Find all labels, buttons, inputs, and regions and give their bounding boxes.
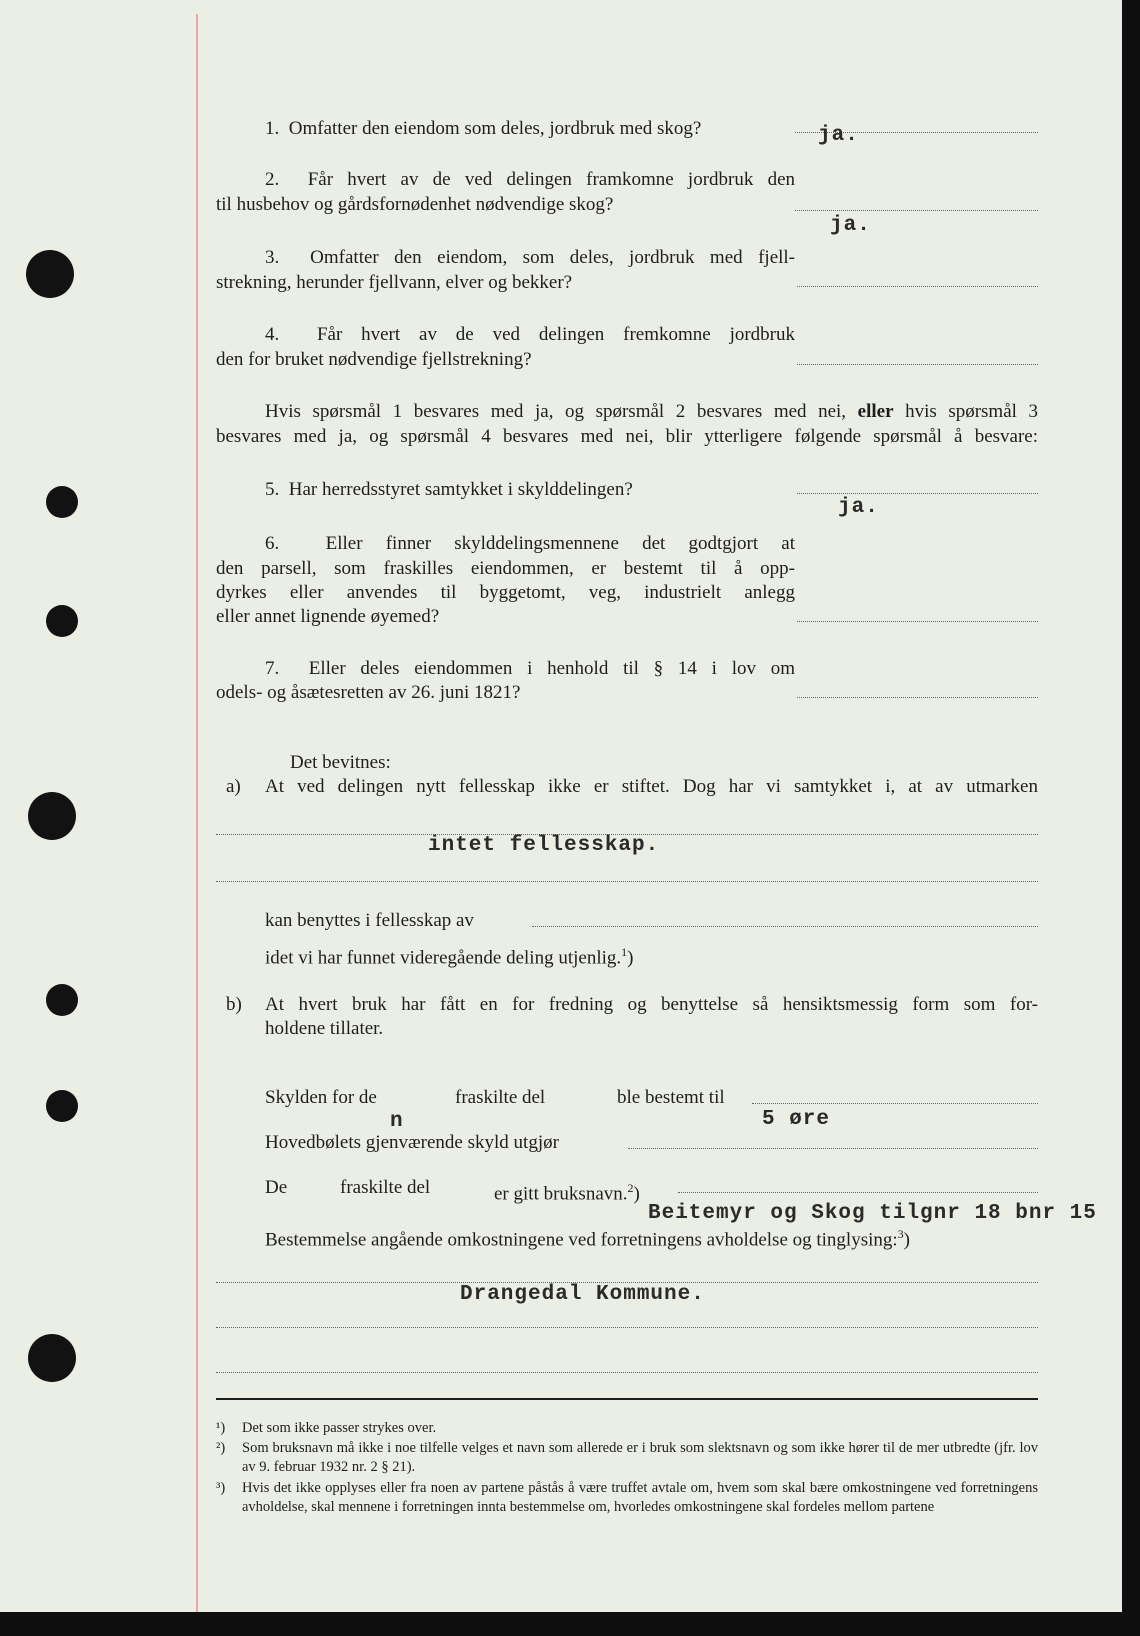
punch-hole (26, 250, 74, 298)
conditional-line-1: Hvis spørsmål 1 besvares med ja, og spørsmål 2 besvares med nei, eller hvis spørsmål 3 (265, 401, 1038, 422)
remaining-tax-label: Hovedbølets gjenværende skyld utgjør (265, 1132, 559, 1153)
name-word-1: De (265, 1177, 288, 1198)
footnote-1: ¹) Det som ikke passer strykes over. (216, 1420, 437, 1436)
question-7-line-2: odels- og åsætesretten av 26. juni 1821? (216, 682, 521, 703)
answer-5: ja. (838, 496, 879, 519)
question-3-line-2: strekning, herunder fjellvann, elver og bekker? (216, 272, 573, 293)
farm-name-value: Beitemyr og Skog tilgnr 18 bnr 15 (648, 1202, 1097, 1225)
question-4-line-2: den for bruket nødvendige fjellstrekning? (216, 349, 532, 370)
answer-2: ja. (830, 214, 871, 237)
attest-b-line-1: At hvert bruk har fått en for fredning og benyttelse så hensiktsmessig form som for- (265, 994, 1038, 1015)
punch-hole (28, 792, 76, 840)
attest-a-answer: intet fellesskap. (428, 834, 660, 857)
answer-1: ja. (818, 124, 859, 147)
question-6-line-1: 6. Eller finner skylddelingsmennene det godtgjort at (265, 533, 796, 554)
question-5: 5. Har herredsstyret samtykket i skylddelingen? (265, 479, 633, 500)
punch-hole (46, 1090, 78, 1122)
tax-word-3: ble bestemt til (617, 1087, 725, 1108)
attest-heading: Det bevitnes: (290, 752, 391, 773)
question-6-line-2: den parsell, som fraskilles eiendommen, er bestemt til å opp- (216, 558, 795, 579)
question-7-line-1: 7. Eller deles eiendommen i henhold til § 14 i lov om (265, 658, 795, 679)
name-word-3: er gitt bruksnavn.$^2$) (494, 1181, 640, 1205)
question-6-line-3: dyrkes eller anvendes til byggetomt, veg, industrielt anlegg (216, 582, 795, 603)
punch-hole (46, 605, 78, 637)
question-6-line-4: eller annet lignende øyemed? (216, 606, 440, 627)
punch-hole (46, 486, 78, 518)
question-3-line-1: 3. Omfatter den eiendom, som deles, jordbruk med fjell- (265, 247, 796, 268)
attest-a-text: At ved delingen nytt fellesskap ikke er stiftet. Dog har vi samtykket i, at av utmarken (265, 776, 1038, 797)
attest-b-label: b) (226, 994, 242, 1015)
costs-value: Drangedal Kommune. (460, 1283, 705, 1306)
footnote-3: ³) Hvis det ikke opplyses eller fra noen av partene påstås å være truffet avtale om, hvem som skal bære omkostningene ved forretningens avholdelse, skal mennene i forretningen innta bestemmelse om, hvorledes omkostningene skal fordeles mellom partene (216, 1480, 1038, 1515)
further-division: idet vi har funnet videregående deling utjenlig.$^1$) (265, 945, 634, 969)
tax-amount: 5 øre (762, 1108, 831, 1131)
tax-word-2: fraskilte del (455, 1087, 546, 1108)
question-4-line-1: 4. Får hvert av de ved delingen fremkomne jordbruk (265, 324, 795, 345)
name-word-2: fraskilte del (340, 1177, 431, 1198)
punch-hole (28, 1334, 76, 1382)
attest-a-label: a) (226, 776, 241, 797)
question-2-line-1: 2. Får hvert av de ved delingen framkomne jordbruk den (265, 169, 795, 190)
footnote-rule (216, 1398, 1038, 1400)
tax-word-1: Skylden for de (265, 1087, 377, 1108)
question-2-line-2: til husbehov og gårdsfornødenhet nødvendige skog? (216, 194, 614, 215)
costs-label: Bestemmelse angående omkostningene ved forretningens avholdelse og tinglysing:$^3$) (265, 1227, 910, 1251)
attest-b-line-2: holdene tillater. (265, 1018, 384, 1039)
question-1: 1. Omfatter den eiendom som deles, jordbruk med skog? (265, 118, 702, 139)
shared-use-label: kan benyttes i fellesskap av (265, 910, 474, 931)
margin-line (196, 14, 198, 1612)
punch-hole (46, 984, 78, 1016)
footnote-2: ²) Som bruksnavn må ikke i noe tilfelle velges et navn som allerede er i bruk som slektsnavn og som ikke hører til de mer utbredte (jfr. lov av 9. februar 1932 nr. 2 § 21). (216, 1440, 1038, 1475)
conditional-line-2: besvares med ja, og spørsmål 4 besvares med nei, blir ytterligere følgende spørsmål å besvare: (216, 426, 1038, 447)
tax-n-mark: n (390, 1110, 404, 1133)
